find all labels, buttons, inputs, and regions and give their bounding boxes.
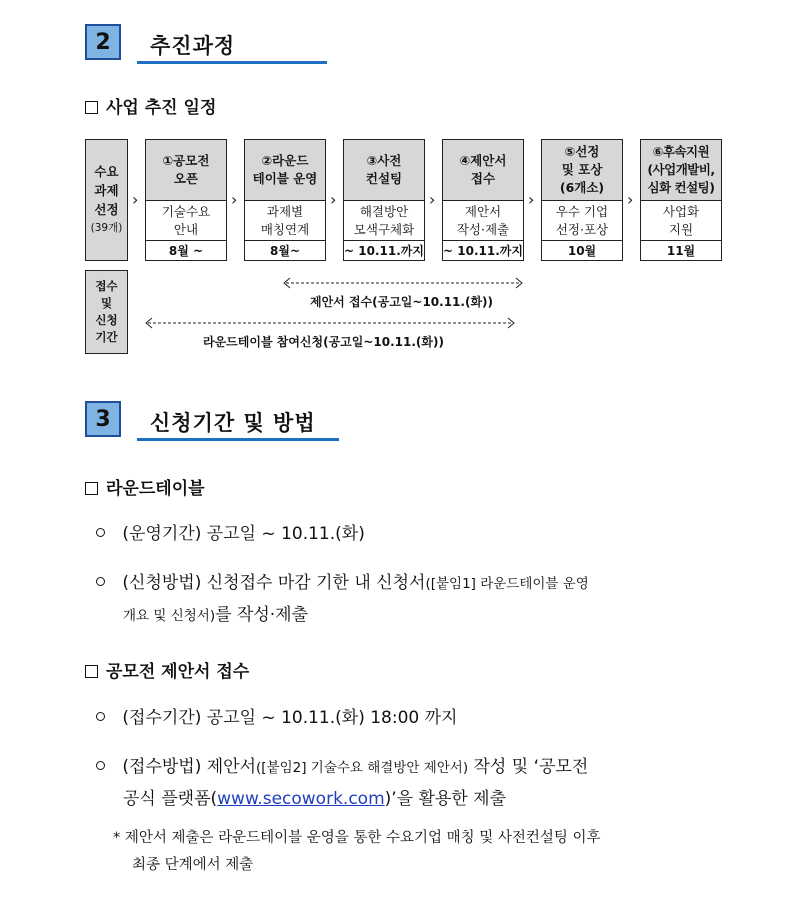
contest-method-text: (접수방법) 제안서 (122, 757, 257, 777)
stage-desc: 선정·포상 (555, 221, 609, 237)
attachment-ref: 개요 및 신청서) (123, 608, 216, 624)
contest-method-text: 공식 플랫폼( (123, 789, 218, 809)
contest-method-text: 작성 및 ‘공모전 (468, 757, 589, 777)
roundtable-method-text: (신청방법) 신청접수 마감 기한 내 신청서 (122, 573, 426, 593)
contest-method-item (96, 753, 726, 782)
stage-title: ②라운드 (261, 153, 309, 168)
stage-title: 접수 (470, 171, 496, 186)
stage-desc: 해결방안 (359, 203, 409, 219)
stage-roundtable (244, 139, 326, 261)
stage-desc: 우수 기업 (555, 203, 609, 219)
stage-desc: 사업화 (662, 203, 700, 219)
chevron-right-icon: › (528, 190, 535, 209)
roundtable-method-text: 를 작성·제출 (215, 605, 309, 625)
stage-contest-open (145, 139, 227, 261)
contest-period-text: (접수기간) 공고일 ~ 10.11.(화) 18:00 까지 (122, 708, 458, 728)
submission-note: * 제안서 제출은 라운드테이블 운영을 통한 수요기업 매칭 및 사전컨설팅 이후 (113, 830, 601, 846)
stage-desc: 모색구체화 (353, 221, 415, 237)
proposal-period-text: 제안서 접수(공고일~10.11.(화)) (310, 295, 494, 309)
stage-date: 11월 (666, 244, 696, 258)
circle-bullet-icon (96, 528, 105, 537)
platform-link[interactable]: www.secowork.com (217, 789, 385, 809)
schedule-heading (85, 93, 216, 118)
attachment-ref: ([붙임2] 기술수요 해결방안 제안서) (256, 760, 469, 776)
left-box-line: 선정 (94, 202, 119, 217)
roundtable-method-line2 (123, 601, 308, 630)
stage-follow-up-support (640, 139, 722, 261)
period-box-line: 기간 (95, 330, 118, 344)
chevron-right-icon: › (231, 190, 238, 209)
chevron-right-icon: › (429, 190, 436, 209)
stage-date: ~ 10.11.까지 (344, 244, 424, 258)
roundtable-period-text: (운영기간) 공고일 ~ 10.11.(화) (122, 524, 365, 544)
stage-title: ③사전 (366, 153, 402, 168)
stage-selection-award (541, 139, 623, 261)
chevron-right-icon: › (132, 190, 139, 209)
stage-title: ⑤선정 (564, 144, 600, 159)
section-3-title: 신청기간 및 방법 (150, 411, 316, 435)
contest-method-line2 (123, 785, 506, 813)
attachment-ref: ([붙임1] 라운드테이블 운영 (425, 576, 589, 592)
stage-title: 컨설팅 (365, 171, 403, 186)
left-box-line: 과제 (94, 183, 119, 198)
chevron-right-icon: › (627, 190, 634, 209)
contest-heading (85, 657, 249, 682)
contest-period-item (96, 704, 457, 732)
period-box-line: 및 (100, 296, 113, 310)
stage-title: 오픈 (173, 171, 199, 186)
demand-selection-box (85, 139, 128, 261)
circle-bullet-icon (96, 761, 105, 770)
section-3-number: 3 (85, 401, 121, 437)
left-box-count: (39개) (90, 222, 123, 234)
stage-desc: 제안서 (464, 203, 502, 219)
proposal-period-arrow (280, 276, 526, 290)
stage-title: ①공모전 (162, 153, 210, 168)
stage-desc: 매칭연계 (260, 221, 310, 237)
stage-title: ⑥후속지원 (652, 144, 710, 159)
checkbox-square-icon (85, 101, 98, 114)
section-2-number: 2 (85, 24, 121, 60)
stage-title: 및 포상 (561, 162, 603, 177)
section-3-underline (137, 438, 339, 441)
circle-bullet-icon (96, 712, 105, 721)
stage-pre-consulting (343, 139, 425, 261)
period-box-line: 신청 (95, 313, 118, 327)
left-box-line: 수요 (94, 164, 119, 179)
stage-title: 심화 컨설팅) (647, 180, 715, 195)
stage-desc: 안내 (173, 221, 199, 237)
submission-note: 최종 단계에서 제출 (132, 857, 254, 873)
stage-title: ④제안서 (459, 153, 507, 168)
stage-title: 테이블 운영 (252, 171, 318, 186)
stage-desc: 작성·제출 (456, 221, 510, 237)
roundtable-period-item (96, 520, 365, 548)
stage-date: 8월~ (270, 244, 300, 258)
stage-date: ~ 10.11.까지 (443, 244, 523, 258)
roundtable-heading-text: 라운드테이블 (106, 479, 205, 499)
period-box-line: 접수 (95, 279, 118, 293)
roundtable-period-text: 라운드테이블 참여신청(공고일~10.11.(화)) (203, 335, 444, 349)
roundtable-method-item (96, 569, 726, 598)
section-2-underline (137, 61, 327, 64)
stage-desc: 과제별 (266, 203, 304, 219)
stage-title: (6개소) (559, 180, 605, 195)
circle-bullet-icon (96, 577, 105, 586)
stage-proposal-submission (442, 139, 524, 261)
contest-method-text: )’을 활용한 제출 (384, 789, 507, 809)
checkbox-square-icon (85, 665, 98, 678)
stage-desc: 지원 (668, 221, 694, 237)
chevron-right-icon: › (330, 190, 337, 209)
stage-desc: 기술수요 (161, 203, 211, 219)
checkbox-square-icon (85, 482, 98, 495)
contest-heading-text: 공모전 제안서 접수 (106, 662, 250, 682)
roundtable-period-arrow (142, 316, 518, 330)
roundtable-heading (85, 474, 205, 499)
stage-date: 8월 ~ (168, 244, 204, 258)
section-2-title: 추진과정 (150, 34, 236, 58)
period-box (85, 270, 128, 354)
stage-date: 10월 (567, 244, 597, 258)
stage-title: (사업개발비, (647, 162, 715, 177)
schedule-heading-text: 사업 추진 일정 (106, 98, 217, 118)
